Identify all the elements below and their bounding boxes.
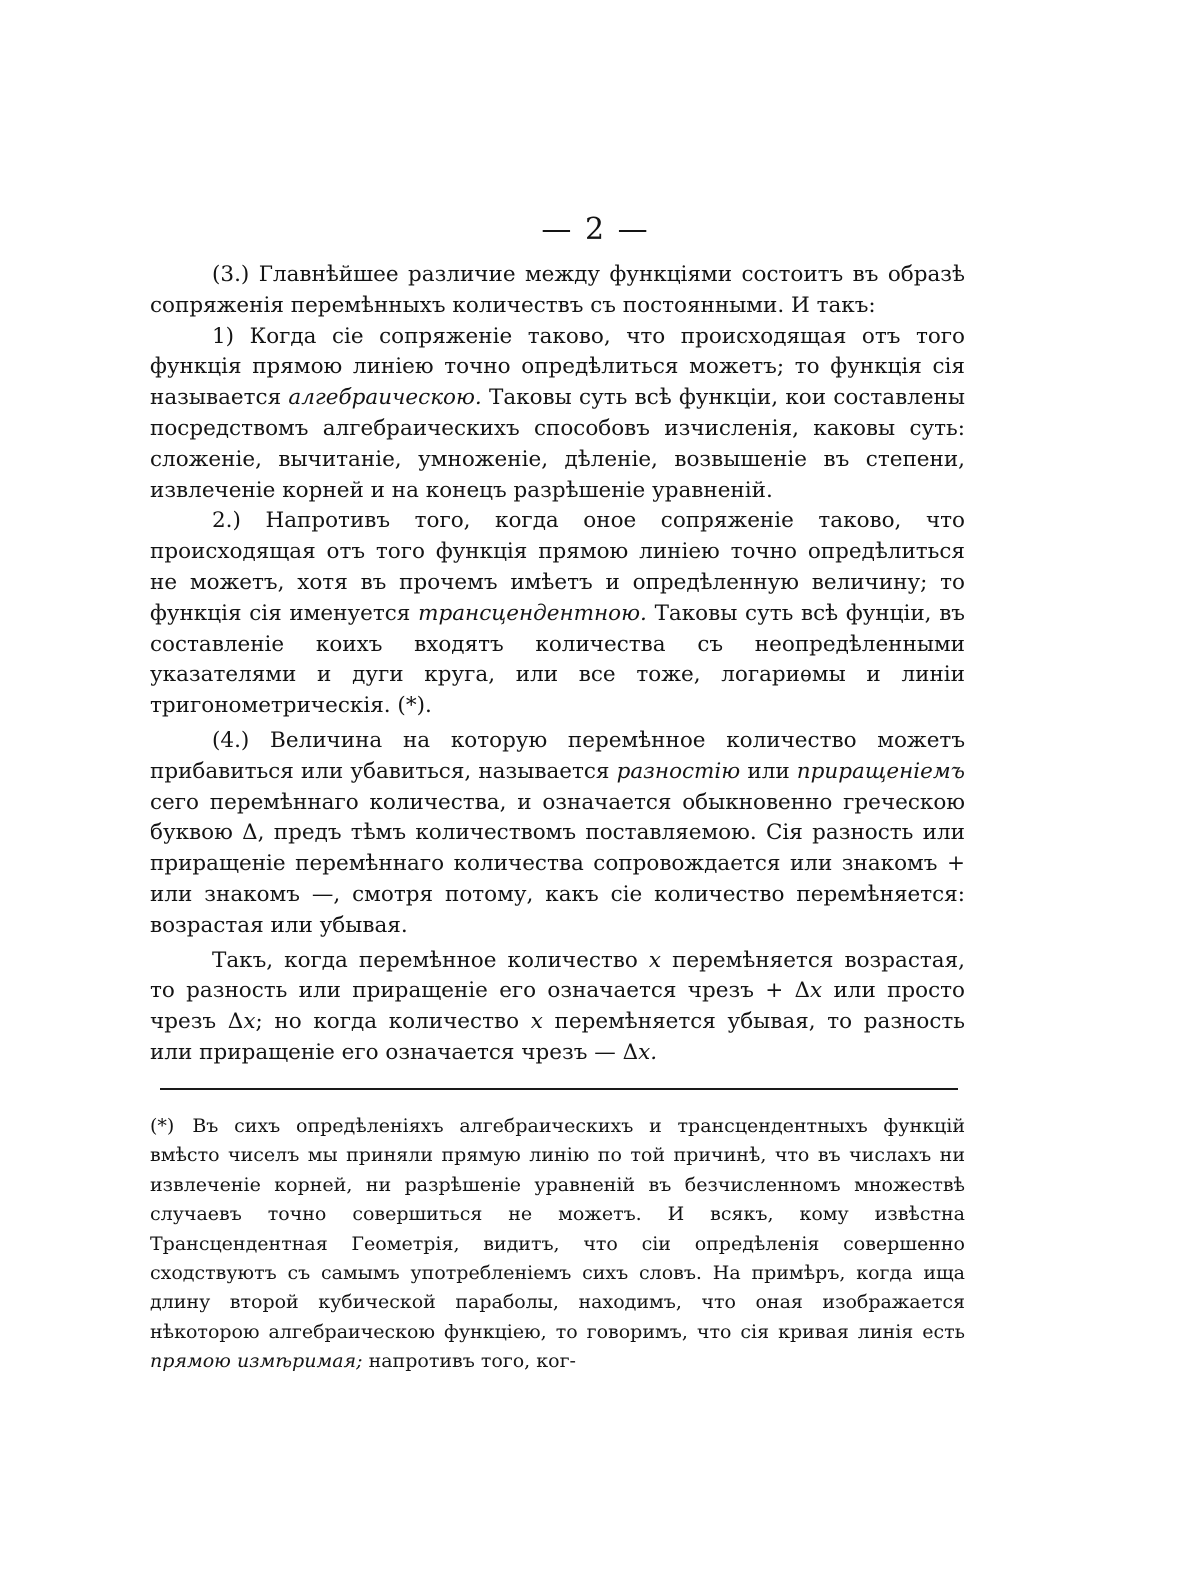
text-span: Таковы суть всѣ фунціи, въ составленіе коихъ входятъ количества съ неопредѣленными указателями и дуги круга, или все тоже, логариѳмы и линіи тригонометрическія. (*). [150,600,965,719]
text-span: Такъ, когда перемѣнное количество [212,947,649,973]
term-algebraic: алгебраическою. [288,385,482,411]
text-span: или [740,758,797,784]
text-span: сего перемѣннаго количества, и означается обыкновенно греческою буквою Δ, предъ тѣмъ количествомъ поставляемою. Сія разность или приращеніе перемѣннаго количества сопровождается или знакомъ + или знакомъ —, смотря потому, какъ сіе количество перемѣняется: возрастая или убывая. [150,789,965,938]
paragraph-3: (3.) Главнѣйшее различие между функціями состоитъ въ образѣ сопряженія перемѣнныхъ количествъ съ постоянными. И такъ: [150,262,965,318]
page-number: — 2 — [541,212,650,247]
text-span: перемѣняется возрастая, то разность или приращеніе его означается чрезъ + Δ [150,947,965,1004]
variable-x: x [810,978,823,1004]
text-span: ; но когда количество [255,1009,531,1035]
main-text [150,260,965,1069]
paragraph-4 [150,726,965,942]
text-span: 1) Когда сіе сопряженіе таково, что происходящая отъ того функція прямою линіею точно опредѣлиться можетъ; то функція сія называется [150,323,965,411]
variable-x: x. [638,1039,658,1065]
footnote-divider [160,1088,958,1090]
variable-x: x [648,947,662,973]
text-span: (4.) Величина на которую перемѣнное количество можетъ прибавиться или убавиться, называется [150,727,965,784]
text-span: Въ сихъ опредѣленіяхъ алгебраическихъ и трансцендентныхъ функцій вмѣсто чиселъ мы приняли прямую линію по той причинѣ, что въ числахъ ни извлеченіе корней, ни разрѣшеніе уравненій въ безчисленномъ множествѣ случаевъ точно совершиться не можетъ. И всякъ, кому извѣстна Трансцендентная Геометрія, видитъ, что сіи опредѣленія совершенно сходствуютъ съ самымъ употребленіемъ сихъ словъ. На примѣръ, когда ища длину второй кубической параболы, находимъ, что оная изображается нѣкоторою алгебраическою функціею, то говоримъ, что сія кривая линія есть [150,1115,965,1343]
paragraph-5 [150,946,965,1069]
term-transcendental: трансцендентною. [418,600,647,626]
term-increment: приращеніемъ [796,758,965,784]
term-straight-measurable: прямою измѣримая; [150,1350,363,1373]
text-span: 2.) Напротивъ того, когда оное сопряженіе таково, что происходящая отъ того функція прямою линіею точно опредѣлиться не можетъ, хотя въ прочемъ имѣетъ и опредѣленную величину; то функція сія именуется [150,508,965,626]
footnote-text [150,1112,965,1377]
text-span: перемѣняется убывая, то разность или приращеніе его означается чрезъ — Δ [150,1009,965,1065]
text-span: напротивъ того, ког- [362,1350,576,1373]
paragraph-3-item-1 [150,322,965,507]
text-span: или просто чрезъ Δ [150,978,965,1035]
variable-x: x [530,1009,543,1035]
term-difference: разностію [616,758,741,784]
paragraph-3-item-2 [150,506,965,722]
text-span: Таковы суть всѣ функціи, кои составлены посредствомъ алгебраическихъ способовъ изчисленія, каковы суть: сложеніе, вычитаніе, умноженіе, дѣленіе, возвышеніе въ степени, извлеченіе корней и на конецъ разрѣшеніе уравненій. [150,385,966,503]
footnote-mark: (*) [150,1115,175,1137]
footnote [150,1112,965,1377]
variable-x: x [243,1009,256,1035]
